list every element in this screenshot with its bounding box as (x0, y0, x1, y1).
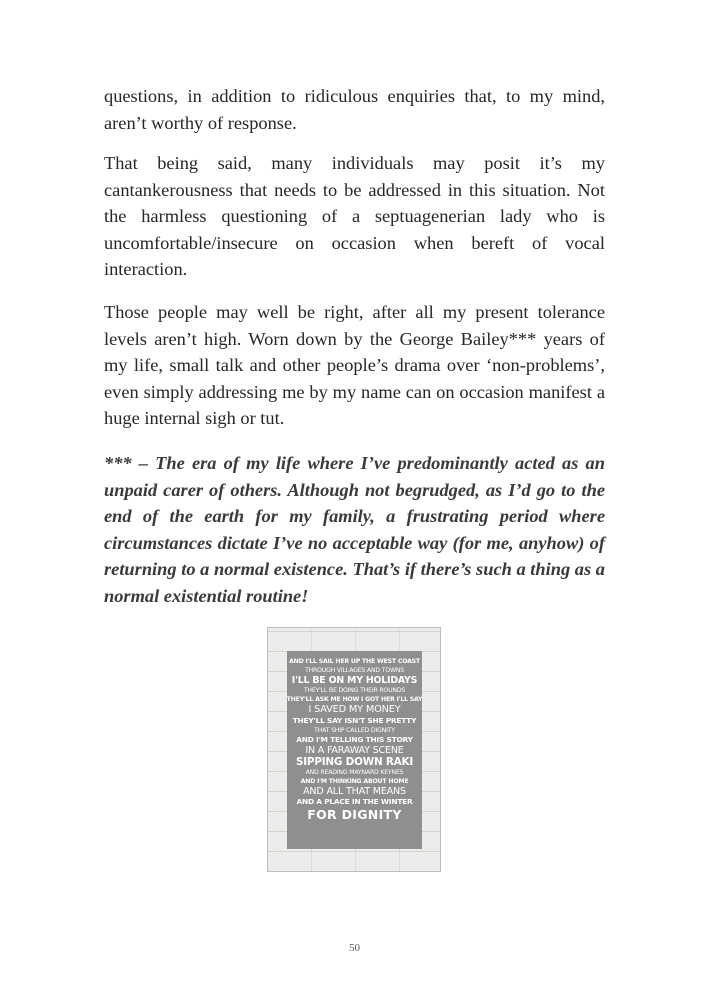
poster-line: FOR DIGNITY (307, 807, 402, 822)
poster-line: AND I'M TELLING THIS STORY (296, 735, 413, 744)
poster-line: I SAVED MY MONEY (308, 704, 401, 715)
lyrics-poster-image (267, 627, 441, 872)
poster-line: AND I'M THINKING ABOUT HOME (300, 778, 409, 785)
poster-text-panel (287, 651, 422, 849)
paragraph-text: Those people may well be right, after all my present tolerance levels aren’t high. Worn down by the George Bailey*** years of my life, small talk and other people’s drama over ‘non-problems’, even simply addressing me by my name can on occasion manifest a huge internal sigh or tut. (104, 302, 605, 429)
poster-line: THROUGH VILLAGES AND TOWNS (304, 667, 405, 674)
poster-line: THEY'LL ASK ME HOW I GOT HER I'LL SAY (286, 696, 423, 703)
poster-line: THEY'LL BE DOING THEIR ROUNDS (303, 687, 406, 694)
poster-line: THEY'LL SAY ISN'T SHE PRETTY (292, 716, 417, 725)
body-paragraph-1 (104, 83, 605, 136)
poster-line: AND ALL THAT MEANS (303, 786, 406, 797)
paragraph-text: questions, in addition to ridiculous enquiries that, to my mind, aren’t worthy of response. (104, 86, 605, 133)
footnote-text: *** – The era of my life where I’ve predominantly acted as an unpaid carer of others. Although not begrudged, as I’d go to the end of the earth for my family, a frustrating period where circumstances dictate I’ve no acceptable way (for me, anyhow) of returning to a normal existence. That’s if there’s such a thing as a normal existential routine! (104, 453, 605, 606)
poster-line: AND READING MAYNARD KEYNES (305, 769, 404, 776)
footnote (104, 450, 605, 610)
poster-line: I'LL BE ON MY HOLIDAYS (291, 675, 418, 686)
page-number: 50 (349, 942, 360, 954)
paragraph-text: That being said, many individuals may posit it’s my cantankerousness that needs to be addressed in this situation. Not the harmless questioning of a septuagenerian lady who is uncomfortable/insecure on occasion when bereft of vocal interaction. (104, 153, 605, 280)
body-paragraph-3 (104, 299, 605, 432)
poster-line: AND A PLACE IN THE WINTER (296, 797, 413, 806)
body-paragraph-2 (104, 150, 605, 283)
poster-line: AND I'LL SAIL HER UP THE WEST COAST (289, 658, 420, 665)
poster-line: IN A FARAWAY SCENE (305, 745, 404, 756)
poster-line: THAT SHIP CALLED DIGNITY (314, 727, 395, 734)
poster-line: SIPPING DOWN RAKI (295, 756, 414, 768)
